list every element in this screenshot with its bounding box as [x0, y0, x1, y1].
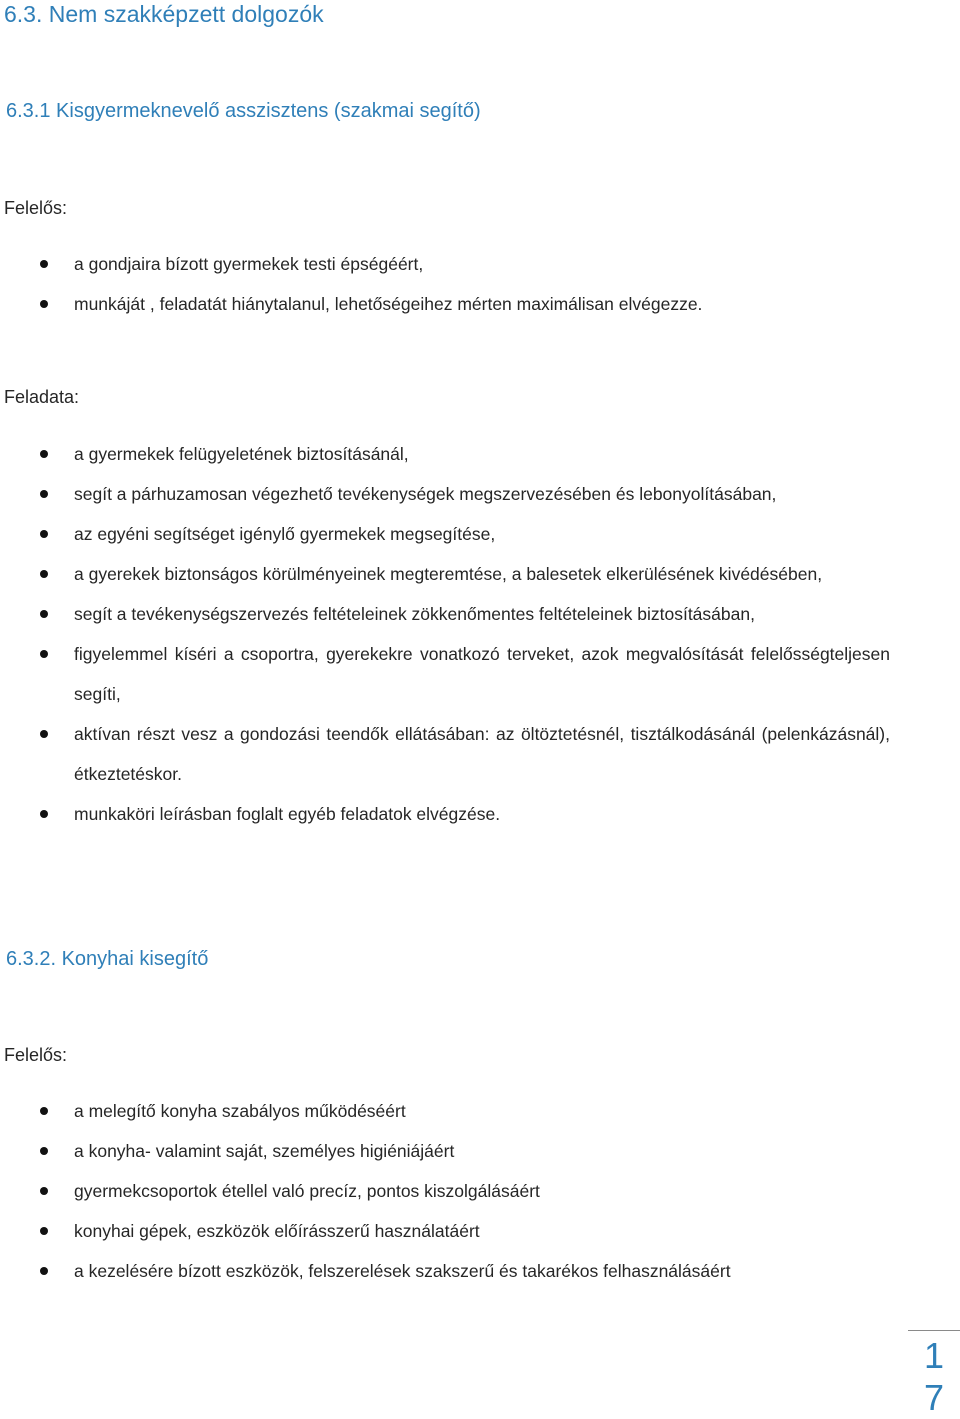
kitchen-responsible-list — [0, 1091, 900, 1291]
list-item: a gyerekek biztonságos körülményeinek megteremtése, a balesetek elkerülésének kivédésében, — [0, 554, 890, 594]
page-number-digit: 1 — [923, 1335, 945, 1376]
responsible-label: Felelős: — [4, 198, 68, 218]
list-item: figyelemmel kíséri a csoportra, gyerekekre vonatkozó terveket, azok megvalósítását felelősségteljesen segíti, — [0, 634, 890, 714]
list-item: segít a párhuzamosan végezhető tevékenységek megszervezésében és lebonyolításában, — [0, 474, 900, 514]
list-item: aktívan részt vesz a gondozási teendők ellátásában: az öltöztetésnél, tisztálkodásánál (pelenkázásnál), étkeztetéskor. — [0, 714, 890, 794]
list-item: segít a tevékenységszervezés feltételeinek zökkenőmentes feltételeinek biztosításában, — [0, 594, 900, 634]
tasks-list — [0, 434, 900, 834]
list-item: munkáját , feladatát hiánytalanul, lehetőségeihez mérten maximálisan elvégezze. — [0, 284, 900, 324]
list-item: a melegítő konyha szabályos működéséért — [0, 1091, 900, 1131]
tasks-label: Feladata: — [4, 387, 80, 407]
section-heading-6-3-1: 6.3.1 Kisgyermeknevelő asszisztens (szakmai segítő) — [6, 100, 481, 122]
page-number-digit: 7 — [923, 1377, 945, 1418]
section-heading-6-3-2: 6.3.2. Konyhai kisegítő — [6, 948, 209, 970]
list-item: a gyermekek felügyeletének biztosításánál, — [0, 434, 900, 474]
responsible-label: Felelős: — [4, 1045, 68, 1065]
list-item: a gondjaira bízott gyermekek testi épségéért, — [0, 244, 900, 284]
list-item: munkaköri leírásban foglalt egyéb feladatok elvégzése. — [0, 794, 900, 834]
list-item: gyermekcsoportok étellel való precíz, pontos kiszolgálásáért — [0, 1171, 900, 1211]
list-item: konyhai gépek, eszközök előírásszerű használatáért — [0, 1211, 900, 1251]
list-item: a konyha- valamint saját, személyes higiéniájáért — [0, 1131, 900, 1171]
list-item: az egyéni segítséget igénylő gyermekek megsegítése, — [0, 514, 900, 554]
list-item: a kezelésére bízott eszközök, felszerelések szakszerű és takarékos felhasználásáért — [0, 1251, 900, 1291]
section-heading-6-3: 6.3. Nem szakképzett dolgozók — [4, 1, 324, 27]
page-number — [908, 1330, 960, 1419]
responsible-list — [0, 244, 900, 324]
